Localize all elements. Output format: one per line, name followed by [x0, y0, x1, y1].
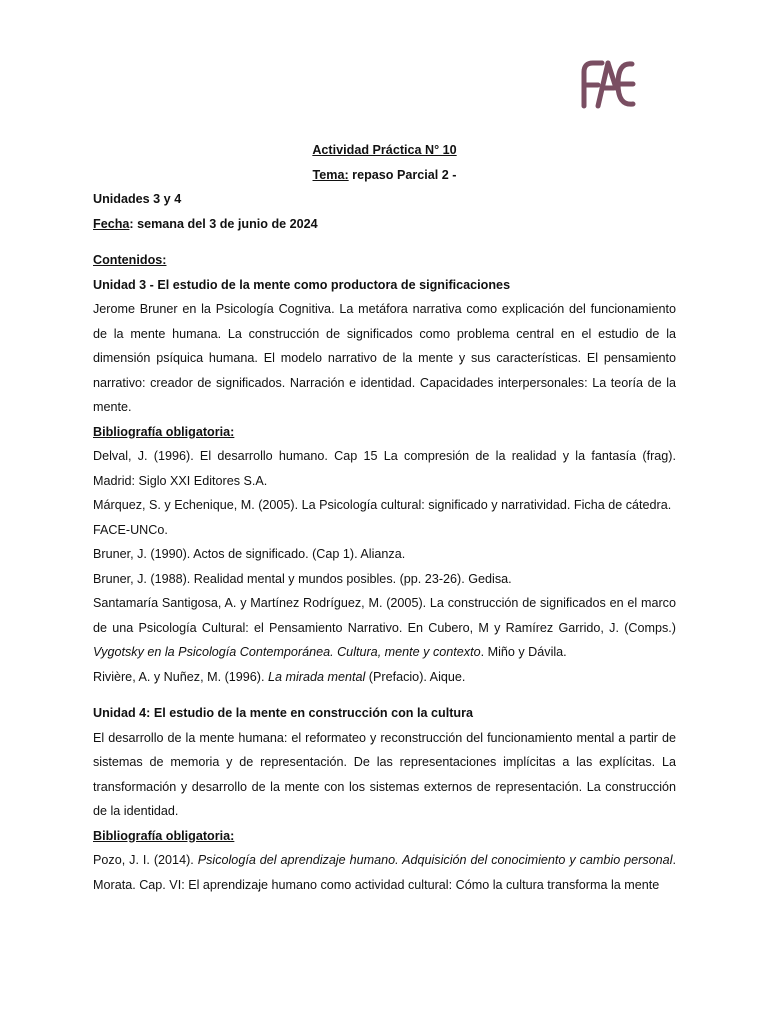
title-line: Actividad Práctica N° 10	[312, 143, 457, 157]
document-body	[93, 138, 676, 897]
unidad4-biblio-heading: Bibliografía obligatoria:	[93, 828, 235, 843]
reference-item: Santamaría Santigosa, A. y Martínez Rodríguez, M. (2005). La construcción de significados en el marco de una Psicología Cultural: el Pensamiento Narrativo. En Cubero, M y Ramírez Garrido, J. (Comps.) Vygotsky en la Psicología Contemporánea. Cultura, mente y contexto. Miño y Dávila.	[93, 596, 676, 659]
unidad3-heading: Unidad 3 - El estudio de la mente como productora de significaciones	[93, 277, 511, 292]
reference-item: Delval, J. (1996). El desarrollo humano. Cap 15 La compresión de la realidad y la fantasía (frag). Madrid: Siglo XXI Editores S.A.	[93, 449, 676, 488]
reference-item: Bruner, J. (1988). Realidad mental y mundos posibles. (pp. 23-26). Gedisa.	[93, 571, 512, 586]
reference-item: Márquez, S. y Echenique, M. (2005). La Psicología cultural: significado y narratividad. Ficha de cátedra. FACE-UNCo.	[93, 498, 672, 537]
unidad4-body: El desarrollo de la mente humana: el reformateo y reconstrucción del funcionamiento mental a partir de sistemas de memoria y de representación. De las representaciones implícitas a las explícitas. La transformación y desarrollo de la mente con los sistemas externos de representación. La construcción de la identidad.	[93, 730, 676, 818]
unidades-line: Unidades 3 y 4	[93, 192, 182, 206]
contenidos-heading: Contenidos:	[93, 253, 167, 267]
fecha-line: Fecha: semana del 3 de junio de 2024	[93, 216, 318, 231]
reference-item: Pozo, J. I. (2014). Psicología del aprendizaje humano. Adquisición del conocimiento y cambio personal. Morata. Cap. VI: El aprendizaje humano como actividad cultural: Cómo la cultura transforma la mente	[93, 853, 676, 892]
tema-line: Tema: repaso Parcial 2 -	[312, 167, 457, 182]
face-logo	[578, 58, 638, 110]
unidad4-heading: Unidad 4: El estudio de la mente en construcción con la cultura	[93, 706, 473, 720]
reference-item: Rivière, A. y Nuñez, M. (1996). La mirada mental (Prefacio). Aique.	[93, 669, 466, 684]
reference-item: Bruner, J. (1990). Actos de significado. (Cap 1). Alianza.	[93, 547, 406, 561]
unidad3-body: Jerome Bruner en la Psicología Cognitiva. La metáfora narrativa como explicación del funcionamiento de la mente humana. La construcción de significados como problema central en el estudio de la dimensión psíquica humana. El modelo narrativo de la mente y sus características. El pensamiento narrativo: creador de significados. Narración e identidad. Capacidades interpersonales: La teoría de la mente.	[93, 302, 676, 414]
unidad3-biblio-heading: Bibliografía obligatoria:	[93, 424, 235, 439]
